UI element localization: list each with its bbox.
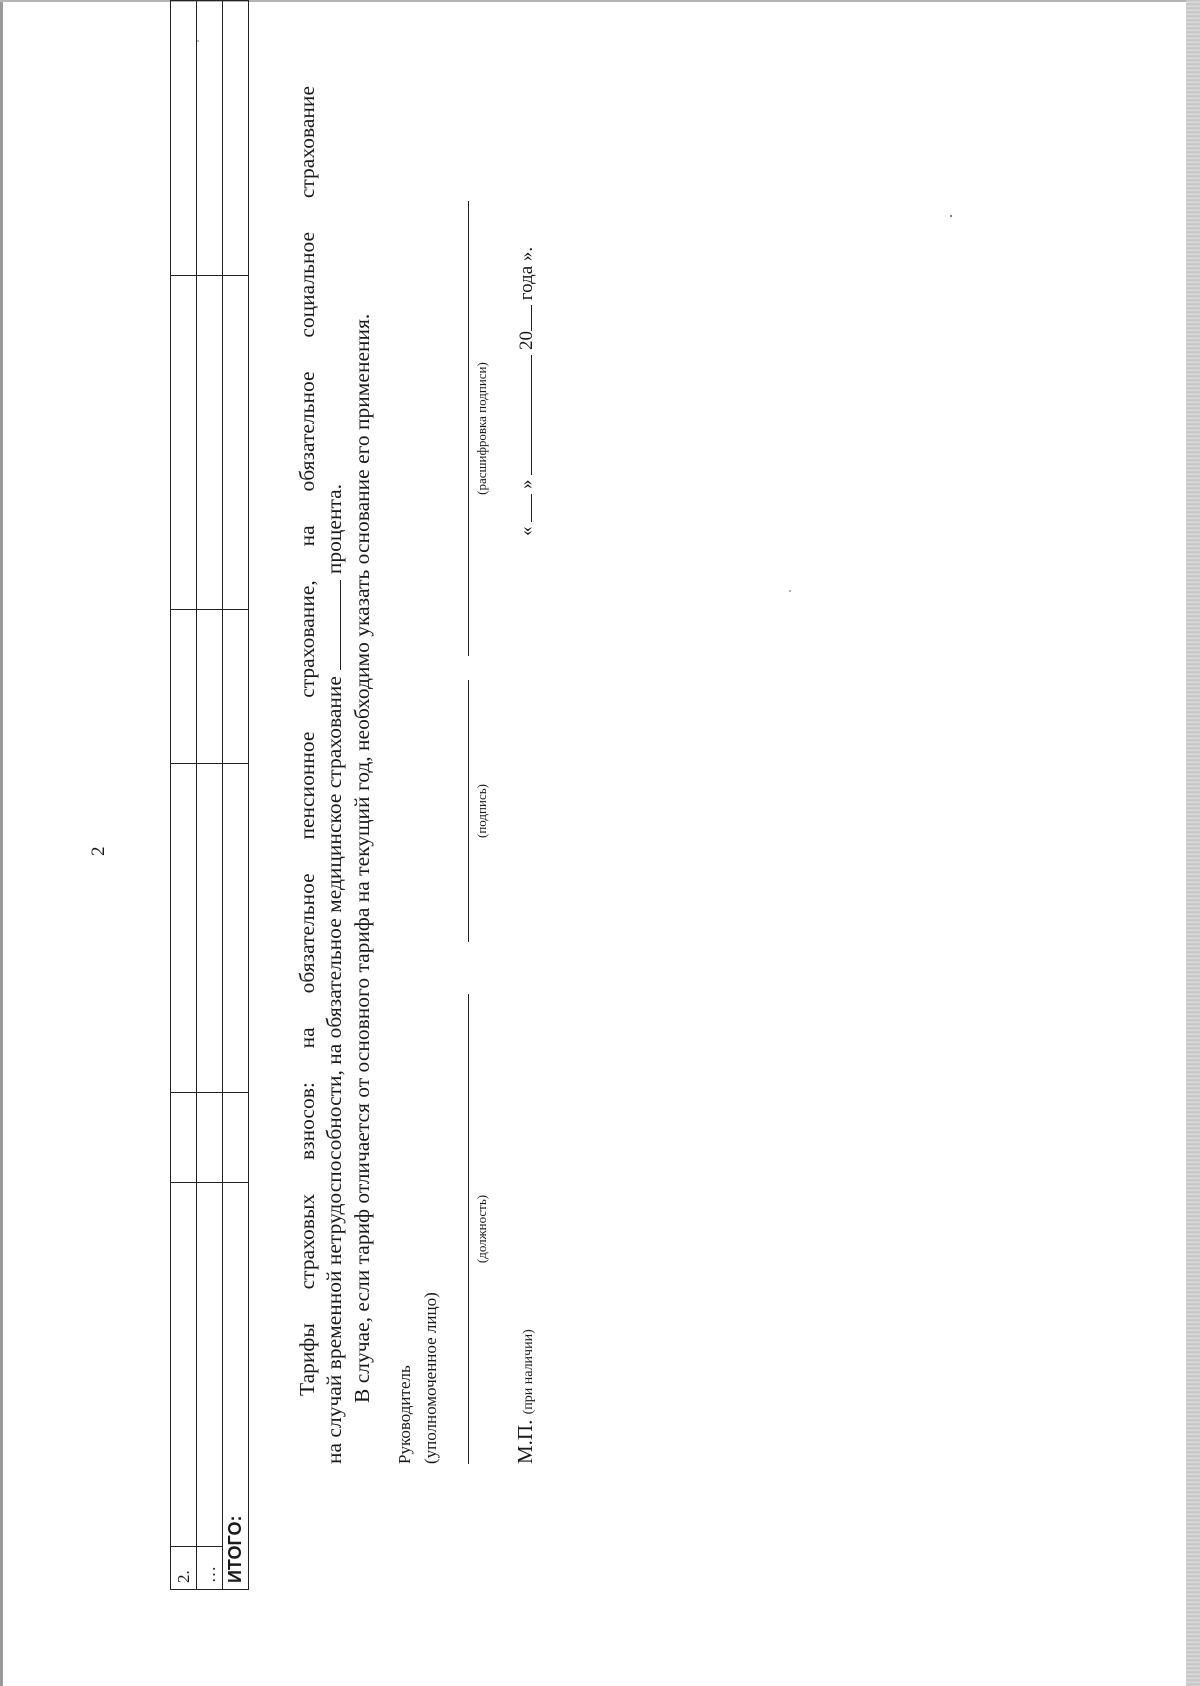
- day-blank-field[interactable]: [515, 494, 532, 522]
- tariff-paragraph-line-1: Тарифы страховых взносов: на обязательное пенсионное страхование, на обязательное социальное страхование: [295, 86, 319, 1396]
- page-number: 2: [88, 846, 109, 856]
- table-cell: [171, 610, 197, 764]
- date-open-quote: «: [516, 526, 537, 536]
- data-table: [170, 0, 249, 1590]
- table-cell: [223, 1, 249, 276]
- table-cell: [197, 1, 223, 276]
- table-cell: [223, 763, 249, 1092]
- tariff-paragraph-text: процента.: [322, 483, 346, 575]
- position-caption: (должность): [474, 1194, 489, 1264]
- table-cell: [223, 1092, 249, 1183]
- tariff-paragraph-text: на случай временной нетрудоспособности, на обязательное медицинское страхование: [322, 676, 346, 1464]
- table-cell: [197, 1092, 223, 1183]
- table-cell: [197, 276, 223, 610]
- table-total-row: [223, 1, 249, 1590]
- position-line[interactable]: [468, 994, 469, 1464]
- signature-caption: (подпись): [474, 784, 489, 838]
- table-cell: [197, 610, 223, 764]
- table-cell: [197, 763, 223, 1092]
- date-line: [515, 247, 538, 536]
- signer-role: Руководитель: [395, 1365, 414, 1464]
- table-row: [197, 1, 223, 1590]
- date-close-quote: »: [516, 479, 537, 489]
- percent-blank-field[interactable]: [324, 580, 341, 670]
- year-blank-field[interactable]: [515, 305, 532, 331]
- row-number: 2.: [171, 1547, 197, 1590]
- decode-line[interactable]: [468, 201, 469, 656]
- table-cell: [171, 763, 197, 1092]
- total-label: ИТОГО:: [223, 1183, 249, 1590]
- decode-caption: (расшифровка подписи): [474, 362, 489, 495]
- table-cell: [171, 1092, 197, 1183]
- table-cell: [197, 1183, 223, 1547]
- stamp-label: М.П.: [513, 1419, 537, 1464]
- stamp-place: [513, 1329, 538, 1464]
- table-row: [171, 1, 197, 1590]
- year-suffix: года ».: [516, 246, 537, 301]
- year-prefix: 20: [516, 331, 537, 350]
- table-cell: [223, 276, 249, 610]
- table-cell: [171, 1, 197, 276]
- stamp-note: (при наличии): [521, 1329, 536, 1415]
- table-cell: [171, 1183, 197, 1547]
- table-cell: [171, 276, 197, 610]
- tariff-paragraph-line-3: В случае, если тариф отличается от основного тарифа на текущий год, необходимо указать основание его применения.: [350, 313, 374, 1403]
- month-blank-field[interactable]: [515, 355, 532, 475]
- signer-role-note: (уполномоченное лицо): [421, 1292, 440, 1464]
- row-number: …: [197, 1547, 223, 1590]
- signature-line[interactable]: [468, 680, 469, 942]
- table-cell: [223, 610, 249, 764]
- tariff-paragraph-line-2: [322, 484, 347, 1464]
